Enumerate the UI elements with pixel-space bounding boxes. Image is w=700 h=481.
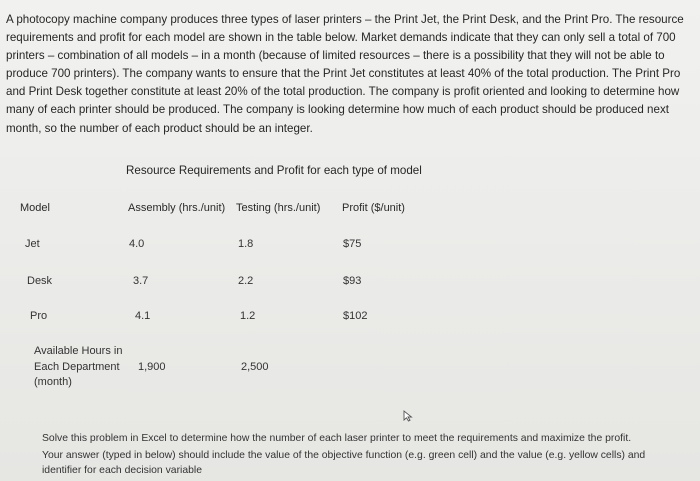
header-assembly: Assembly (hrs./unit) <box>128 202 226 214</box>
instructions-line-2: Your answer (typed in below) should include the value of the objective function (e.g. green cell) and the value (e.g. yellow cells) and identifier for each decision variable <box>42 450 646 476</box>
row-jet-assembly: 4.0 <box>129 238 145 250</box>
row-pro-profit: $102 <box>343 310 368 322</box>
table-caption: Resource Requirements and Profit for each type of model <box>126 164 422 177</box>
row-jet-model: Jet <box>25 238 40 250</box>
row-desk-profit: $93 <box>343 275 362 287</box>
header-testing: Testing (hrs./unit) <box>236 202 321 214</box>
row-desk-testing: 2.2 <box>238 275 254 287</box>
available-hours-label: Available Hours in Each Department (month) <box>34 345 123 388</box>
instructions-line-1: Solve this problem in Excel to determine how the number of each laser printer to meet the requirements and maximize the profit. <box>42 433 632 444</box>
available-testing: 2,500 <box>241 361 269 373</box>
available-assembly: 1,900 <box>138 361 166 373</box>
row-pro-testing: 1.2 <box>240 310 256 322</box>
mouse-pointer-icon <box>403 410 413 422</box>
header-profit: Profit ($/unit) <box>342 202 405 214</box>
row-jet-profit: $75 <box>343 238 362 250</box>
problem-statement: A photocopy machine company produces three types of laser printers – the Print Jet, the Print Desk, and the Print Pro. The resource requirements and profit for each model are shown in the table below. Market demands indicate that they can only sell a total of 700 printers – combination of all models – in a month (because of limited resources – there is a possibility that they will not be able to produce 700 printers). The company wants to ensure that the Print Jet constitutes at least 40% of the total production. The Print Pro and Print Desk together constitute at least 20% of the total production. The company is profit oriented and looking to determine how many of each printer should be produced. The company is looking determine how much of each product should be produced next month, so the number of each product should be an integer. <box>6 13 684 135</box>
row-desk-model: Desk <box>27 275 53 287</box>
row-pro-assembly: 4.1 <box>135 310 151 322</box>
row-pro-model: Pro <box>30 310 48 322</box>
row-jet-testing: 1.8 <box>238 238 254 250</box>
row-desk-assembly: 3.7 <box>133 275 149 287</box>
header-model: Model <box>20 202 50 214</box>
